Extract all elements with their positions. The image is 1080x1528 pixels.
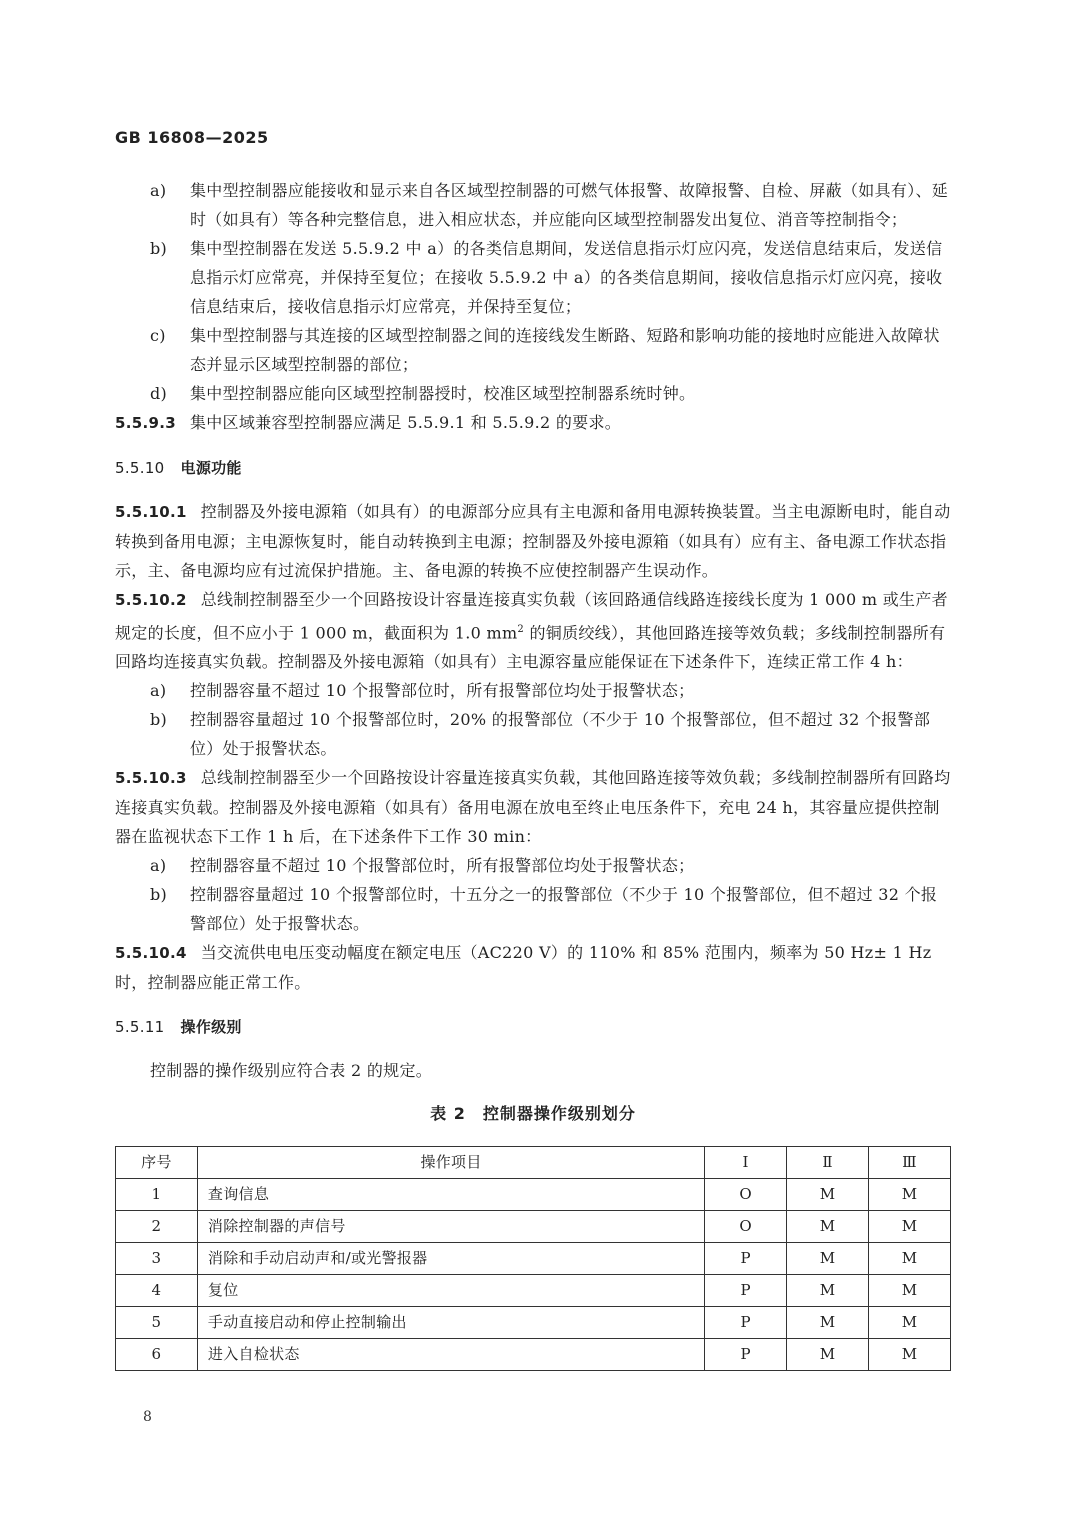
- list-item: [115, 176, 951, 234]
- table-cell: M: [869, 1307, 951, 1339]
- table-cell: 消除控制器的声信号: [197, 1211, 704, 1243]
- superscript: 2: [517, 624, 525, 635]
- operation-level-table: [115, 1146, 951, 1371]
- table-cell: M: [787, 1275, 869, 1307]
- table-cell: O: [705, 1211, 787, 1243]
- clause-number: 5.5.10.4: [115, 944, 187, 963]
- document-body: [115, 176, 951, 1371]
- clause-text: 当交流供电电压变动幅度在额定电压（AC220 V）的 110% 和 85% 范围内，频率为 50 Hz± 1 Hz 时，控制器应能正常工作。: [115, 943, 932, 993]
- list-mark: d): [150, 384, 168, 403]
- column-header: Ⅲ: [869, 1147, 951, 1179]
- section-title: 操作级别: [180, 1018, 242, 1037]
- list-mark: c): [150, 326, 166, 345]
- standard-header: GB 16808—2025: [115, 128, 269, 147]
- clause-text: 控制器及外接电源箱（如具有）的电源部分应具有主电源和备用电源转换装置。当主电源断电时，能自动转换到备用电源；主电源恢复时，能自动转换到主电源；控制器及外接电源箱（如具有）应有主、备电源工作状态指示，主、备电源均应有过流保护措施。主、备电源的转换不应使控制器产生误动作。: [115, 502, 951, 580]
- list-item: [115, 851, 951, 880]
- list-mark: a): [150, 856, 167, 876]
- table-cell: 3: [116, 1243, 198, 1275]
- table-cell: 1: [116, 1179, 198, 1211]
- list-text: 控制器容量超过 10 个报警部位时，十五分之一的报警部位（不少于 10 个报警部位，但不超过 32 个报警部位）处于报警状态。: [190, 885, 938, 934]
- column-header: Ⅰ: [705, 1147, 787, 1179]
- table-cell: 6: [116, 1339, 198, 1371]
- table-row: [116, 1275, 951, 1307]
- list-text: 集中型控制器与其连接的区域型控制器之间的连接线发生断路、短路和影响功能的接地时应能进入故障状态并显示区域型控制器的部位；: [190, 326, 940, 374]
- list-mark: b): [150, 710, 168, 730]
- table-cell: P: [705, 1339, 787, 1371]
- table-row: [116, 1179, 951, 1211]
- list-mark: a): [150, 181, 167, 200]
- section-number: 5.5.11: [115, 1018, 165, 1037]
- table-cell: 进入自检状态: [197, 1339, 704, 1371]
- table-cell: 消除和手动启动声和/或光警报器: [197, 1243, 704, 1275]
- table-header-row: [116, 1147, 951, 1179]
- page-number: 8: [143, 1409, 152, 1425]
- clause-5-5-10-1: [115, 497, 951, 585]
- table-cell: 5: [116, 1307, 198, 1339]
- section-heading-5-5-11: [115, 1013, 951, 1042]
- column-header: Ⅱ: [787, 1147, 869, 1179]
- section-title: 电源功能: [180, 459, 242, 477]
- clause-5-5-10-3: [115, 763, 951, 851]
- clause-number: 5.5.9.3: [115, 414, 176, 432]
- table-cell: M: [787, 1307, 869, 1339]
- table-row: [116, 1211, 951, 1243]
- table-cell: O: [705, 1179, 787, 1211]
- table-cell: M: [787, 1339, 869, 1371]
- list-text: 控制器容量不超过 10 个报警部位时，所有报警部位均处于报警状态；: [190, 856, 695, 876]
- list-mark: b): [150, 239, 168, 258]
- clause-number: 5.5.10.3: [115, 769, 187, 788]
- list-text: 控制器容量不超过 10 个报警部位时，所有报警部位均处于报警状态；: [190, 681, 695, 701]
- table-row: [116, 1307, 951, 1339]
- clause-5-5-10-4: [115, 938, 951, 997]
- table-cell: 手动直接启动和停止控制输出: [197, 1307, 704, 1339]
- clause-number: 5.5.10.2: [115, 591, 187, 609]
- table-cell: 4: [116, 1275, 198, 1307]
- table-cell: M: [869, 1243, 951, 1275]
- table-cell: M: [869, 1275, 951, 1307]
- clause-number: 5.5.10.1: [115, 503, 187, 521]
- list-item: [115, 234, 951, 321]
- table-cell: M: [787, 1243, 869, 1275]
- table-cell: M: [787, 1211, 869, 1243]
- list-item: [115, 379, 951, 408]
- list-item: [115, 321, 951, 379]
- table-cell: P: [705, 1243, 787, 1275]
- list-text: 集中型控制器应能接收和显示来自各区域型控制器的可燃气体报警、故障报警、自检、屏蔽（如具有）、延时（如具有）等各种完整信息，进入相应状态，并应能向区域型控制器发出复位、消音等控制指令；: [190, 181, 949, 229]
- list-text: 控制器容量超过 10 个报警部位时，20% 的报警部位（不少于 10 个报警部位，但不超过 32 个报警部位）处于报警状态。: [190, 710, 931, 759]
- clause-text: 集中区域兼容型控制器应满足 5.5.9.1 和 5.5.9.2 的要求。: [189, 413, 622, 432]
- section-intro: 控制器的操作级别应符合表 2 的规定。: [150, 1061, 433, 1081]
- list-mark: a): [150, 681, 167, 701]
- table-cell: M: [787, 1179, 869, 1211]
- table-row: [116, 1243, 951, 1275]
- clause-text: 总线制控制器至少一个回路按设计容量连接真实负载，其他回路连接等效负载；多线制控制器所有回路均连接真实负载。控制器及外接电源箱（如具有）备用电源在放电至终止电压条件下，充电 24 h，其容量应提供控制器在监视状态下工作 1 h 后，在下述条件下工作 30 min：: [115, 768, 951, 847]
- table-cell: P: [705, 1307, 787, 1339]
- table-caption: 表 2 控制器操作级别划分: [430, 1104, 636, 1124]
- table-row: [116, 1339, 951, 1371]
- column-header: 序号: [116, 1147, 198, 1179]
- list-text: 集中型控制器应能向区域型控制器授时，校准区域型控制器系统时钟。: [190, 384, 696, 403]
- table-cell: 2: [116, 1211, 198, 1243]
- list-item: [115, 676, 951, 705]
- list-mark: b): [150, 885, 168, 905]
- clause-5-5-9-3: [115, 408, 951, 438]
- clause-5-5-10-2: [115, 585, 951, 676]
- table-cell: 复位: [197, 1275, 704, 1307]
- section-number: 5.5.10: [115, 459, 165, 477]
- table-cell: M: [869, 1339, 951, 1371]
- clause-text: 总线制控制器至少一个回路按设计容量连接真实负载（该回路通信线路连接线长度为 1 000 m 或生产者规定的长度，但不应小于 1 000 m，截面积为 1.0 mm: [115, 590, 948, 643]
- column-header: 操作项目: [197, 1147, 704, 1179]
- table-cell: 查询信息: [197, 1179, 704, 1211]
- list-text: 集中型控制器在发送 5.5.9.2 中 a）的各类信息期间，发送信息指示灯应闪亮，发送信息结束后，发送信息指示灯应常亮，并保持至复位；在接收 5.5.9.2 中 a）的各类信息期间，接收信息指示灯应闪亮，接收信息结束后，接收信息指示灯应常亮，并保持至复位；: [190, 239, 943, 316]
- clause-text: 的铜质绞线），其他回路连接等效负载；多线制控制器所有回路均连接真实负载。控制器及外接电源箱（如具有）主电源容量应能保证在下述条件下，连续正常工作 4 h：: [115, 623, 946, 672]
- table-cell: M: [869, 1211, 951, 1243]
- table-cell: M: [869, 1179, 951, 1211]
- list-item: [115, 880, 951, 938]
- list-item: [115, 705, 951, 763]
- table-cell: P: [705, 1275, 787, 1307]
- section-heading-5-5-10: [115, 454, 951, 483]
